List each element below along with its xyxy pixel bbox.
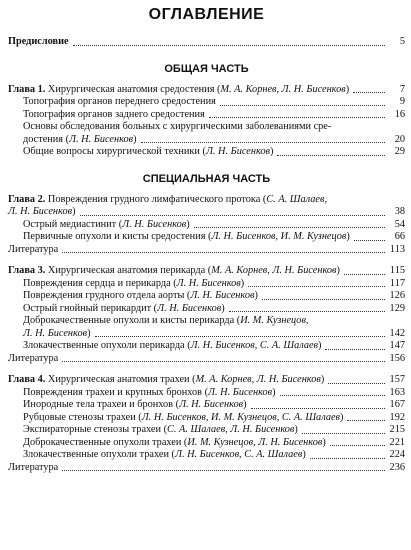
entry-authors: И. М. Кузнецов, Л. Н. Бисенков (187, 436, 323, 448)
toc-entry[interactable] (8, 315, 405, 328)
toc-entry[interactable] (8, 96, 405, 109)
leader-dots (280, 395, 385, 396)
chapter-title: Хирургическая анатомия средостения ( (45, 83, 221, 95)
toc-title: ОГЛАВЛЕНИЕ (148, 6, 265, 23)
leader-dots (73, 45, 385, 46)
page-number: 115 (389, 265, 405, 276)
page-number: 221 (389, 436, 405, 448)
entry-title: Повреждения грудного отдела аорты ( (23, 290, 191, 301)
toc-entry[interactable]: Повреждения трахеи и крупных бронхов (Л. Н. Бисенков) 163 (23, 386, 405, 398)
entry-title: Острый гнойный перикардит ( (23, 302, 158, 314)
chapter-title: Повреждения грудного лимфатического протока ( (45, 193, 267, 205)
toc-entry-continuation[interactable]: Л. Н. Бисенков) 38 (8, 206, 405, 217)
page-number: 16 (394, 108, 405, 120)
entry-title: Рубцовые стенозы трахеи ( (23, 411, 142, 423)
page-number: 157 (389, 374, 405, 385)
paren: ) (345, 83, 350, 95)
literature-label: Литература (8, 352, 59, 364)
page-number: 142 (389, 327, 405, 339)
toc-entry[interactable]: Повреждения сердца и перикарда (Л. Н. Бисенков) 117 (23, 277, 405, 289)
entry-title: Доброкачественные опухоли трахеи ( (23, 436, 188, 448)
toc-entry-literature[interactable] (8, 353, 405, 366)
chapter-title: Хирургическая анатомия перикарда ( (45, 265, 212, 276)
toc-entry-chapter-3[interactable]: Глава 3. Хирургическая анатомия перикарда (М. А. Корнев, Л. Н. Бисенков) 115 (8, 265, 405, 276)
entry-title: Злокачественные опухоли трахеи ( (23, 449, 175, 460)
page-number: 236 (389, 461, 405, 473)
leader-dots (262, 299, 385, 300)
entry-authors: Л. Н. Бисенков, С. А. Шалаев (174, 449, 303, 460)
entry-authors: Л. Н. Бисенков (208, 386, 273, 398)
page-number: 5 (399, 36, 405, 47)
entry-title: Общие вопросы хирургической техники ( (23, 146, 206, 157)
leader-dots (62, 470, 385, 471)
leader-dots (310, 458, 385, 459)
toc-entry-chapter-4[interactable]: Глава 4. Хирургическая анатомия трахеи (М. А. Корнев, Л. Н. Бисенков) 157 (8, 374, 405, 385)
chapter-label: Глава 3. (8, 265, 46, 276)
section-title-special: СПЕЦИАЛЬНАЯ ЧАСТЬ (142, 172, 271, 185)
toc-entry[interactable]: Первичные опухоли и кисты средостения (Л. Н. Бисенков, И. М. Кузнецов) 66 (23, 231, 405, 242)
chapter-label: Глава 1. (8, 83, 46, 95)
leader-dots (80, 215, 385, 216)
toc-entry-literature[interactable] (8, 244, 405, 257)
section-title-general: ОБЩАЯ ЧАСТЬ (164, 62, 249, 75)
entry-authors: Л. Н. Бисенков (205, 146, 271, 157)
entry-authors: Л. Н. Бисенков (122, 218, 187, 230)
page-number: 9 (399, 96, 405, 107)
toc-entry[interactable] (8, 109, 405, 122)
leader-dots (220, 105, 385, 106)
leader-dots (347, 420, 385, 421)
page-number: 20 (394, 133, 405, 145)
page-number: 147 (389, 340, 405, 351)
page-number: 156 (389, 352, 405, 364)
entry-authors: Л. Н. Бисенков (190, 290, 255, 301)
toc-entry[interactable]: Экспираторные стенозы трахеи (С. А. Шалаев, Л. Н. Бисенков) 215 (23, 424, 405, 435)
page-number: 192 (389, 411, 405, 423)
leader-dots (251, 408, 385, 409)
page-number: 113 (389, 243, 405, 255)
leader-dots (344, 274, 385, 275)
entry-authors: Л. Н. Бисенков, И. М. Кузнецов (211, 231, 347, 242)
leader-dots (248, 286, 385, 287)
chapter-title: Хирургическая анатомия трахеи ( (45, 374, 196, 385)
entry-authors: Л. Н. Бисенков, С. А. Шалаев (190, 340, 319, 351)
page-number: 7 (399, 83, 405, 95)
page-number: 126 (389, 290, 405, 301)
entry-title: Топография органов переднего средостения (23, 96, 216, 107)
toc-entry-continuation[interactable]: достения (Л. Н. Бисенков) 20 (23, 133, 405, 145)
page-number: 54 (394, 218, 405, 230)
page-number: 38 (394, 206, 405, 217)
leader-dots (209, 117, 385, 118)
leader-dots (194, 227, 385, 228)
toc-entry[interactable]: Рубцовые стенозы трахеи (Л. Н. Бисенков, И. М. Кузнецов, С. А. Шалаев) 192 (23, 411, 405, 423)
toc-entry[interactable]: Повреждения грудного отдела аорты (Л. Н. Бисенков) 126 (23, 290, 405, 301)
chapter-authors: М. А. Корнев, Л. Н. Бисенков (211, 265, 337, 276)
page-number: 117 (389, 277, 405, 289)
leader-dots (328, 383, 385, 384)
leader-dots (353, 92, 385, 93)
leader-dots (62, 361, 385, 362)
chapter-authors: С. А. Шалаев, (266, 193, 328, 205)
leader-dots (95, 336, 385, 337)
leader-dots (277, 155, 385, 156)
entry-authors: Л. Н. Бисенков (176, 277, 241, 289)
page-number: 163 (389, 386, 405, 398)
toc-entry[interactable]: Доброкачественные опухоли трахеи (И. М. Кузнецов, Л. Н. Бисенков) 221 (23, 436, 405, 448)
toc-entry-chapter-2[interactable] (8, 194, 405, 207)
toc-entry[interactable] (8, 121, 405, 134)
toc-entry[interactable]: Злокачественные опухоли перикарда (Л. Н. Бисенков, С. А. Шалаев) 147 (23, 340, 405, 351)
entry-title: Основы обследования больных с хирургическими заболеваниями сре- (23, 121, 332, 132)
entry-authors: С. А. Шалаев, Л. Н. Бисенков (167, 424, 295, 435)
entry-title: Инородные тела трахеи и бронхов ( (23, 399, 180, 410)
chapter-label: Глава 2. (8, 193, 46, 205)
entry-title-cont: достения ( (23, 133, 70, 145)
page-number: 224 (389, 449, 405, 460)
chapter-authors: М. А. Корнев, Л. Н. Бисенков (195, 374, 321, 385)
entry-title: Повреждения сердца и перикарда ( (23, 277, 177, 289)
page-number: 129 (389, 302, 405, 314)
page-number: 29 (394, 146, 405, 157)
toc-entry-chapter-1[interactable] (8, 84, 405, 97)
entry-title: Острый медиастинит ( (23, 218, 123, 230)
entry-title: Экспираторные стенозы трахеи ( (23, 424, 168, 435)
leader-dots (62, 252, 385, 253)
entry-authors: И. М. Кузнецов, (240, 315, 309, 326)
leader-dots (302, 433, 385, 434)
literature-label: Литература (8, 461, 59, 473)
toc-entry[interactable]: Общие вопросы хирургической техники (Л. Н. Бисенков) 29 (23, 146, 405, 157)
chapter-label: Глава 4. (8, 374, 46, 385)
toc-entry[interactable]: Злокачественные опухоли трахеи (Л. Н. Бисенков, С. А. Шалаев) 224 (23, 449, 405, 460)
entry-title: Топография органов заднего средостения (23, 108, 205, 120)
entry-title: Повреждения трахеи и крупных бронхов ( (23, 386, 209, 398)
toc-entry-preface[interactable] (8, 36, 405, 49)
toc-entry[interactable]: Инородные тела трахеи и бронхов (Л. Н. Бисенков) 167 (23, 399, 405, 410)
entry-authors: Л. Н. Бисенков (69, 133, 134, 145)
preface-label: Предисловие (8, 36, 69, 47)
leader-dots (330, 445, 385, 446)
entry-title: Злокачественные опухоли перикарда ( (23, 340, 191, 351)
toc-entry[interactable]: Острый медиастинит (Л. Н. Бисенков) 54 (23, 218, 405, 230)
leader-dots (229, 311, 385, 312)
page-number: 215 (389, 424, 405, 435)
toc-entry-literature[interactable] (8, 462, 405, 475)
toc-entry-continuation[interactable]: Л. Н. Бисенков) 142 (23, 327, 405, 339)
leader-dots (325, 349, 385, 350)
chapter-authors: М. А. Корнев, Л. Н. Бисенков (220, 83, 346, 95)
chapter-authors-cont: Л. Н. Бисенков (8, 206, 73, 217)
page-number: 66 (394, 231, 405, 242)
entry-title: Первичные опухоли и кисты средостения ( (23, 231, 212, 242)
entry-authors: Л. Н. Бисенков (179, 399, 244, 410)
leader-dots (354, 240, 385, 241)
entry-authors: Л. Н. Бисенков (157, 302, 222, 314)
toc-entry[interactable]: Острый гнойный перикардит (Л. Н. Бисенков) 129 (23, 302, 405, 314)
entry-authors: Л. Н. Бисенков, И. М. Кузнецов, С. А. Шалаев (141, 411, 341, 423)
leader-dots (141, 142, 385, 143)
entry-authors-cont: Л. Н. Бисенков (23, 327, 88, 339)
entry-title: Доброкачественные опухоли и кисты перикарда ( (23, 315, 241, 326)
page-number: 167 (389, 399, 405, 410)
literature-label: Литература (8, 243, 59, 255)
